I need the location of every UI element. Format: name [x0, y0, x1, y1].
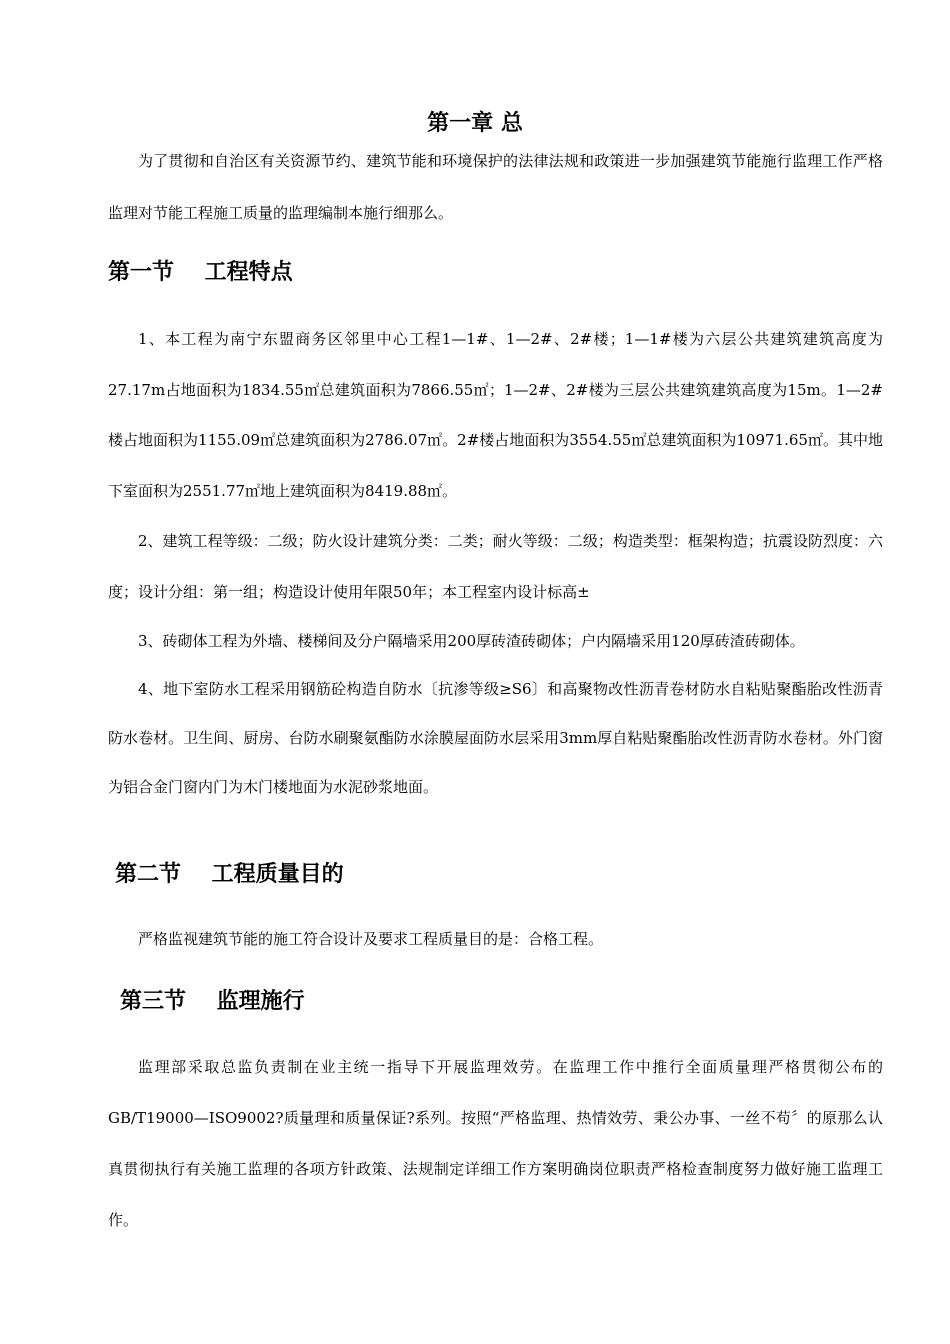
section3-title: 第三节 监理施行 — [120, 989, 305, 1014]
intro-block — [108, 135, 883, 239]
section1-paragraph-1: 1、本工程为南宁东盟商务区邻里中心工程1—1#、1—2#、2#楼；1—1#楼为六层公共建筑建筑高度为27.17m占地面积为1834.55㎡总建筑面积为7866.55㎡；1—2#、2#楼为三层公共建筑建筑高度为15m。1—2#楼占地面积为1155.09㎡总建筑面积为2786.07㎡。2#楼占地面积为3554.55㎡总建筑面积为10971.65㎡。其中地下室面积为2551.77㎡地上建筑面积为8419.88㎡。 — [108, 330, 883, 500]
section3-block — [108, 1042, 883, 1246]
section1-paragraph-2: 2、建筑工程等级：二级；防火设计建筑分类：二类；耐火等级：二级；构造类型：框架构造；抗震设防烈度：六度；设计分组：第一组；构造设计使用年限50年；本工程室内设计标高± — [108, 532, 883, 601]
section2-title: 第二节 工程质量目的 — [115, 862, 344, 887]
section1-paragraph-4: 4、地下室防水工程采用钢筋砼构造自防水〔抗渗等级≥S6〕和高聚物改性沥青卷材防水自粘贴聚酯胎改性沥青防水卷材。卫生间、厨房、台防水刷聚氨酯防水涂膜屋面防水层采用3mm厚自粘贴聚酯胎改性沥青防水卷材。外门窗为铝合金门窗内门为木门楼地面为水泥砂浆地面。 — [108, 680, 883, 796]
section3-paragraph-1: 监理部采取总监负责制在业主统一指导下开展监理效劳。在监理工作中推行全面质量理严格贯彻公布的GB/T19000—ISO9002?质量理和质量保证?系列。按照“严格监理、热情效劳、秉公办事、一丝不苟〞的原那么认真贯彻执行有关施工监理的各项方针政策、法规制定详细工作方案明确岗位职责严格检查制度努力做好施工监理工作。 — [108, 1058, 883, 1229]
intro-paragraph: 为了贯彻和自治区有关资源节约、建筑节能和环境保护的法律法规和政策进一步加强建筑节能施行监理工作严格监理对节能工程施工质量的监理编制本施行细那么。 — [108, 152, 883, 222]
section1-paragraph-3: 3、砖砌体工程为外墙、楼梯间及分户隔墙采用200厚砖渣砖砌体；户内隔墙采用120厚砖渣砖砌体。 — [138, 632, 805, 650]
section1-title: 第一节 工程特点 — [108, 260, 293, 285]
section1-block — [108, 314, 883, 812]
chapter-title: 第一章 总 — [427, 111, 523, 136]
section2-paragraph-1: 严格监视建筑节能的施工符合设计及要求工程质量目的是：合格工程。 — [138, 930, 604, 948]
section2-block — [108, 915, 883, 963]
